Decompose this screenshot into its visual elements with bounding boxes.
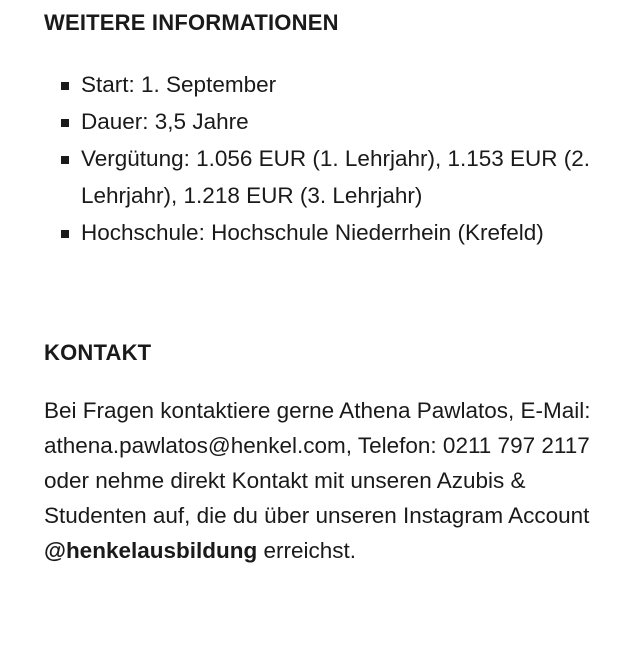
list-item — [44, 66, 610, 103]
list-item — [44, 103, 610, 140]
info-heading: WEITERE INFORMATIONEN — [44, 10, 339, 35]
contact-paragraph — [44, 393, 610, 568]
instagram-handle-link[interactable]: @henkelausbildung — [44, 538, 258, 563]
list-item-text: Hochschule: Hochschule Niederrhein (Krefeld) — [81, 220, 544, 245]
list-item-text: Dauer: 3,5 Jahre — [81, 109, 249, 134]
contact-text-end: erreichst. — [257, 538, 356, 563]
contact-text: Bei Fragen kontaktiere gerne Athena Pawlatos, E-Mail: athena.pawlatos@henkel.com, Telefon: 0211 797 2117 oder nehme direkt Kontakt mit unseren Azubis & Studenten auf, die du über unseren Instagram Account — [44, 398, 591, 528]
info-list — [44, 66, 610, 251]
bullet-icon — [61, 119, 69, 127]
list-item-text: Vergütung: 1.056 EUR (1. Lehrjahr), 1.153 EUR (2. Lehrjahr), 1.218 EUR (3. Lehrjahr) — [81, 146, 591, 208]
list-item — [44, 214, 610, 251]
bullet-icon — [61, 156, 69, 164]
contact-section — [44, 338, 610, 563]
list-item — [44, 140, 610, 214]
info-section — [44, 8, 610, 245]
contact-heading: KONTAKT — [44, 340, 152, 365]
list-item-text: Start: 1. September — [81, 72, 277, 97]
bullet-icon — [61, 82, 69, 90]
bullet-icon — [61, 230, 69, 238]
